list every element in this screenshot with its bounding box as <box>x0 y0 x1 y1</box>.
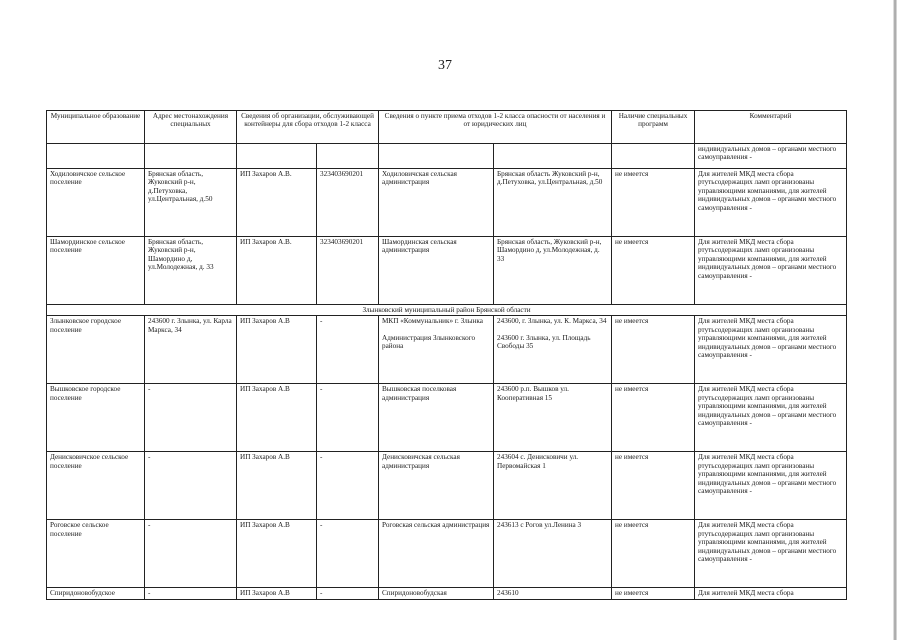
point-name-cell: Шамординская сельская администрация <box>379 237 494 305</box>
table-row <box>47 237 847 305</box>
address-cell: 243600 г. Злынка, ул. Карла Маркса, 34 <box>145 316 237 384</box>
comment-cell: Для жителей МКД места сбора ртутьсодержащих ламп организованы управляющими компаниями, для жителей индивидуальных домов – органами местного самоуправления - <box>695 169 847 237</box>
table-row <box>47 520 847 588</box>
header-address: Адрес местонахождения специальных <box>145 111 237 144</box>
address-cell: - <box>145 588 237 599</box>
point-name-cell: Роговская сельская администрация <box>379 520 494 588</box>
header-row <box>47 111 847 144</box>
scan-edge <box>893 0 897 640</box>
municipal-cell: Шамординское сельское поселение <box>47 237 145 305</box>
municipal-cell: Денисковичское сельское поселение <box>47 452 145 520</box>
continuation-row <box>47 144 847 169</box>
address-cell: Брянская область, Жуковский р-н, д.Петуховка, ул.Центральная, д.50 <box>145 169 237 237</box>
district-row <box>47 305 847 316</box>
header-comment: Комментарий <box>695 111 847 144</box>
org-name-cell: ИП Захаров А.В <box>237 588 317 599</box>
point-name-cell: Вышковская поселковая администрация <box>379 384 494 452</box>
municipal-cell: Спиридоновобудское <box>47 588 145 599</box>
programs-cell: не имеется <box>612 169 695 237</box>
org-name-cell: ИП Захаров А.В <box>237 384 317 452</box>
org-name-cell: ИП Захаров А.В <box>237 452 317 520</box>
continuation-comment: индивидуальных домов – органами местного самоуправления - <box>695 144 847 169</box>
header-org: Сведения об организации, обслуживающей контейнеры для сбора отходов 1-2 класса <box>237 111 379 144</box>
comment-cell: Для жителей МКД места сбора ртутьсодержащих ламп организованы управляющими компаниями, для жителей индивидуальных домов – органами местного самоуправления - <box>695 520 847 588</box>
point-name-cell <box>379 316 494 384</box>
municipal-cell: Роговское сельское поселение <box>47 520 145 588</box>
municipal-cell: Ходиловичское сельское поселение <box>47 169 145 237</box>
comment-cell: Для жителей МКД места сбора ртутьсодержащих ламп организованы управляющими компаниями, для жителей индивидуальных домов – органами местного самоуправления - <box>695 237 847 305</box>
point-address-cell: 243604 с. Денисковичи ул. Первомайская 1 <box>494 452 612 520</box>
address-cell: - <box>145 452 237 520</box>
org-inn-cell: 323403690201 <box>317 169 379 237</box>
point-address-cell <box>494 316 612 384</box>
org-inn-cell: - <box>317 520 379 588</box>
programs-cell: не имеется <box>612 237 695 305</box>
comment-cell: Для жителей МКД места сбора <box>695 588 847 599</box>
org-name-cell: ИП Захаров А.В. <box>237 237 317 305</box>
header-programs: Наличие специальных программ <box>612 111 695 144</box>
point-address-cell: Брянская область, Жуковский р-н, Шамордино д, ул.Молодежная, д. 33 <box>494 237 612 305</box>
org-inn-cell: - <box>317 452 379 520</box>
point-address-secondary: 243600 г. Злынка, ул. Площадь Свободы 35 <box>497 333 591 351</box>
table-row <box>47 452 847 520</box>
point-name-cell: Спиридоновобудская <box>379 588 494 599</box>
municipal-cell: Вышковское городское поселение <box>47 384 145 452</box>
table-row <box>47 316 847 384</box>
org-inn-cell: - <box>317 384 379 452</box>
municipal-cell: Злынковское городское поселение <box>47 316 145 384</box>
point-address-cell: 243600 р.п. Вышков ул. Кооперативная 15 <box>494 384 612 452</box>
org-name-cell: ИП Захаров А.В. <box>237 169 317 237</box>
table-row <box>47 588 847 599</box>
point-name-cell: Ходиловичская сельская администрация <box>379 169 494 237</box>
programs-cell: не имеется <box>612 452 695 520</box>
org-inn-cell: - <box>317 316 379 384</box>
programs-cell: не имеется <box>612 316 695 384</box>
comment-cell: Для жителей МКД места сбора ртутьсодержащих ламп организованы управляющими компаниями, для жителей индивидуальных домов – органами местного самоуправления - <box>695 316 847 384</box>
page-number: 37 <box>438 58 452 73</box>
point-address-primary: 243600, г. Злынка, ул. К. Маркса, 34 <box>497 317 607 326</box>
org-inn-cell: 323403690201 <box>317 237 379 305</box>
point-address-cell: 243613 с Рогов ул.Ленина 3 <box>494 520 612 588</box>
comment-cell: Для жителей МКД места сбора ртутьсодержащих ламп организованы управляющими компаниями, для жителей индивидуальных домов – органами местного самоуправления - <box>695 384 847 452</box>
address-cell: - <box>145 384 237 452</box>
table-row <box>47 384 847 452</box>
point-name-cell: Денисковичская сельская администрация <box>379 452 494 520</box>
programs-cell: не имеется <box>612 384 695 452</box>
point-name-primary: МКП «Коммунальник» г. Злынка <box>382 317 483 326</box>
district-title: Злынковский муниципальный район Брянской области <box>47 305 847 316</box>
comment-cell: Для жителей МКД места сбора ртутьсодержащих ламп организованы управляющими компаниями, для жителей индивидуальных домов – органами местного самоуправления - <box>695 452 847 520</box>
register-table <box>46 110 847 600</box>
address-cell: - <box>145 520 237 588</box>
header-point: Сведения о пункте приема отходов 1-2 класса опасности от населения и от юридических лиц <box>379 111 612 144</box>
point-address-cell: 243610 <box>494 588 612 599</box>
org-name-cell: ИП Захаров А.В <box>237 316 317 384</box>
point-name-secondary: Администрация Злынковского района <box>382 333 476 351</box>
header-municipal: Муниципальное образование <box>47 111 145 144</box>
programs-cell: не имеется <box>612 588 695 599</box>
org-name-cell: ИП Захаров А.В <box>237 520 317 588</box>
org-inn-cell: - <box>317 588 379 599</box>
point-address-cell: Брянская область Жуковский р-н, д.Петуховка, ул.Центральная, д.50 <box>494 169 612 237</box>
programs-cell: не имеется <box>612 520 695 588</box>
address-cell: Брянская область, Жуковский р-н, Шамордино д, ул.Молодежная, д. 33 <box>145 237 237 305</box>
table-row <box>47 169 847 237</box>
